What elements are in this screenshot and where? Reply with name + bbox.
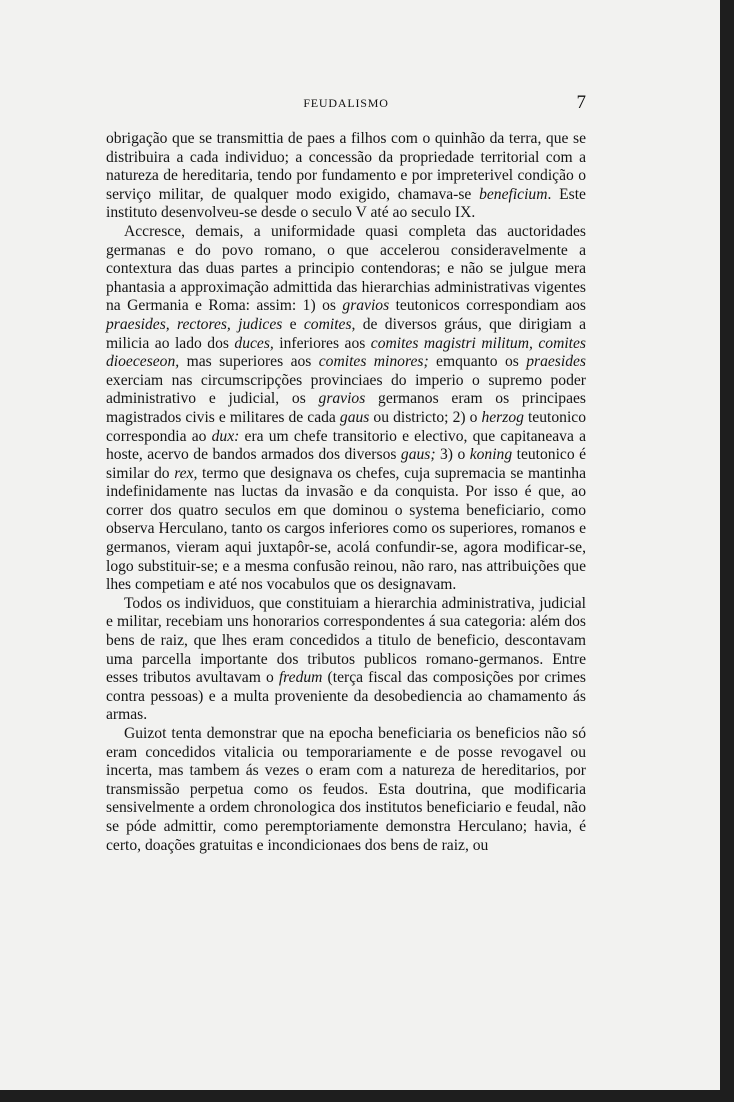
paragraph [106, 595, 586, 725]
text-run: exerciam nas circumscripções provinciaes do imperio o supremo poder administrativo e judicial, os [106, 371, 586, 408]
italic-term: fredum [278, 669, 323, 687]
text-run: Accresce, demais, a uniformidade quasi completa das auctoridades germanas e do povo romano, o que accelerou consideravelmente a contextura das duas partes a principio contendoras; e não se julgue mera phantasia a approximação admittida das hierarchias administrativas vigentes na Germania e Roma: assim: 1) os [106, 222, 586, 315]
text-run: de diversos gráus, que dirigiam a milicia ao lado dos [106, 315, 586, 352]
italic-term: duces, [234, 334, 274, 352]
text-run: 3) o [435, 446, 470, 464]
italic-term: gravios [318, 390, 366, 408]
text-run: germanos eram os principaes magistrados civis e militares de cada [106, 390, 586, 426]
page-header [106, 92, 586, 116]
italic-term: praesides [526, 353, 586, 371]
text-run: Guizot tenta demonstrar que na epocha beneficiaria os beneficios não só eram concedidos vitalicia ou temporariamente e de posse revogavel ou incerta, mas tambem ás vezes o eram com a natureza de hereditarios, por transmissão perpetua como os feudos. Esta doutrina, que modificaria sensivelmente a ordem chronologica dos institutos beneficiario e feudal, não se póde admittir, como peremptoriamente demonstra Herculano; havia, é certo, doações gratuitas e incondicionaes dos bens de raiz, ou [106, 725, 586, 854]
text-run: obrigação que se transmittia de paes a filhos com o quinhão da terra, que se distribuira a cada individuo; a concessão da propriedade territorial com a natureza de hereditaria, tendo por fundamento e por impreterivel condição o serviço militar, de qualquer modo exigido, chamava-se [106, 130, 586, 203]
italic-term: gaus [339, 408, 370, 426]
italic-term: dux: [211, 427, 240, 445]
italic-term: beneficium [479, 185, 548, 203]
text-run: inferiores aos [273, 334, 371, 352]
text-run: emquanto os [428, 353, 527, 371]
paragraph [106, 725, 586, 855]
running-title: FEUDALISMO [303, 96, 389, 110]
paragraph [106, 223, 586, 595]
text-run: ou districto; 2) o [369, 408, 482, 426]
text-run: termo que designava os chefes, cuja supremacia se mantinha indefinidamente nas luctas da invasão e da conquista. Por isso é que, ao correr dos quatro seculos em que dominou o systema beneficiario, como observa Herculano, tanto os cargos inferiores como os superiores, romanos e germanos, vieram aqui juxtapôr-se, acolá confundir-se, agora modificar-se, logo substituir-se; e a mesma confusão reinou, não raro, nas attribuições que lhes competiam e até nos vocabulos que os designavam. [106, 464, 586, 594]
text-run: era um chefe transitorio e electivo, que capitaneava a hoste, acervo de bandos armados dos diversos [106, 427, 586, 464]
page-number: 7 [576, 92, 586, 113]
italic-term: rex, [174, 464, 198, 482]
text-run: mas superiores aos [179, 353, 319, 371]
text-run: teutonico é similar do [106, 446, 587, 482]
italic-term: comites minores; [318, 353, 429, 371]
body-text [106, 130, 586, 855]
italic-term: praesides, rectores, judices [106, 315, 283, 333]
italic-term: comites, [303, 315, 356, 333]
text-run: . Este instituto desenvolveu-se desde o seculo V até ao seculo IX. [106, 185, 586, 222]
text-run: teutonico correspondia ao [106, 408, 587, 445]
paragraph [106, 130, 586, 223]
text-run: Todos os individuos, que constituiam a hierarchia administrativa, judicial e militar, recebiam uns honorarios correspondentes á sua categoria: além dos bens de raiz, que lhes eram concedidos a titulo de beneficio, descontavam uma parcella importante dos tributos publicos romano-germanos. Entre esses tributos avultavam o [106, 594, 586, 687]
italic-term: gravios [342, 297, 390, 315]
italic-term: comites magistri militum, comites dioeceseon, [106, 334, 586, 371]
text-run: teutonicos correspondiam aos [389, 297, 586, 315]
italic-term: koning [469, 446, 513, 464]
italic-term: gaus; [400, 446, 436, 464]
text-run: (terça fiscal das composições por crimes contra pessoas) e a multa proveniente da desobediencia ao chamamento ás armas. [106, 669, 586, 724]
text-run: e [282, 315, 304, 333]
italic-term: herzog [481, 408, 524, 426]
